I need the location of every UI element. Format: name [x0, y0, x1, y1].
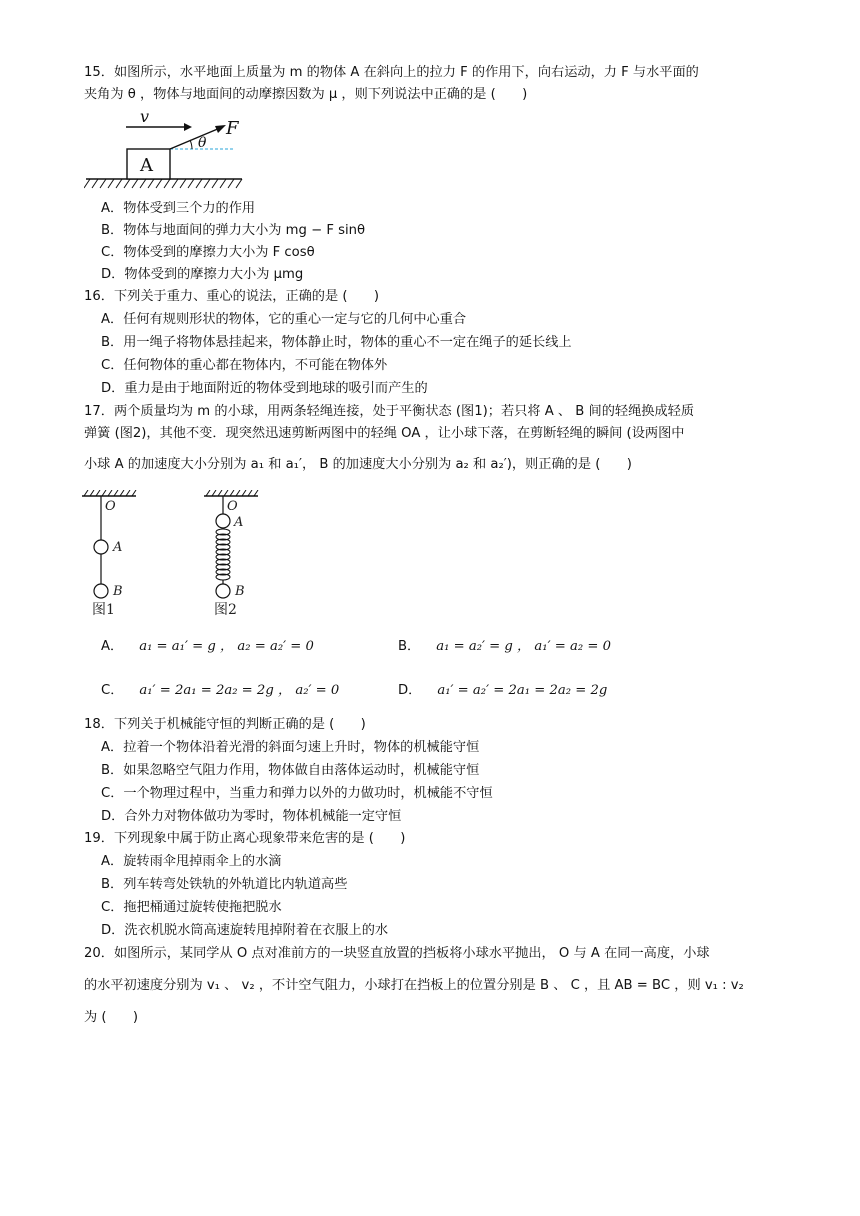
option-label: D． — [398, 683, 422, 698]
option-expr: a₁′ = a₂′ = 2a₁ = 2a₂ = 2g — [437, 683, 608, 698]
q16-option-b: B．用一绳子将物体悬挂起来，物体静止时，物体的重心不一定在绳子的延长线上 — [101, 335, 572, 350]
q18-stem: 18．下列关于机械能守恒的判断正确的是 ( ) — [84, 717, 366, 732]
ground-hatch — [84, 179, 242, 188]
ball-b — [216, 584, 230, 598]
ball-b — [94, 584, 108, 598]
ball-a — [94, 540, 108, 554]
q19-option-b: B．列车转弯处铁轨的外轨道比内轨道高些 — [101, 877, 348, 892]
q15-figure — [84, 112, 246, 192]
q15-stem-line1: 15．如图所示，水平地面上质量为 m 的物体 A 在斜向上的拉力 F 的作用下，向右运动，力 F 与水平面的 — [84, 65, 699, 80]
point-o-label: O — [227, 499, 238, 514]
q17-figure-1 — [80, 490, 140, 625]
q15-option-a: A．物体受到三个力的作用 — [101, 201, 256, 216]
q17-stem-line2: 弹簧 (图2)，其他不变．现突然迅速剪断两图中的轻绳 OA ，让小球下落，在剪断轻绳的瞬间 (设两图中 — [84, 426, 685, 441]
q15-option-d: D．物体受到的摩擦力大小为 μmg — [101, 267, 304, 282]
q18-option-d: D．合外力对物体做功为零时，物体机械能一定守恒 — [101, 809, 402, 824]
ball-b-label: B — [235, 584, 245, 599]
ball-a — [216, 514, 230, 528]
force-arrowhead — [215, 125, 226, 133]
q19-option-d: D．洗衣机脱水筒高速旋转甩掉附着在衣服上的水 — [101, 923, 389, 938]
q18-option-c: C．一个物理过程中，当重力和弹力以外的力做功时，机械能不守恒 — [101, 786, 493, 801]
angle-label: θ — [198, 135, 207, 151]
q17-option-d — [398, 681, 607, 701]
q19-option-c: C．拖把桶通过旋转使拖把脱水 — [101, 900, 282, 915]
q20-stem-line3: 为 ( ) — [84, 1010, 139, 1025]
q17-stem-line1: 17．两个质量均为 m 的小球，用两条轻绳连接，处于平衡状态 (图1)；若只将 A 、 B 间的轻绳换成轻质 — [84, 404, 695, 419]
point-o-label: O — [105, 499, 116, 514]
q16-stem: 16．下列关于重力、重心的说法，正确的是 ( ) — [84, 289, 380, 304]
velocity-label: v — [140, 112, 150, 126]
q17-option-b — [398, 637, 611, 657]
q17-option-c — [101, 681, 339, 701]
q16-option-d: D．重力是由于地面附近的物体受到地球的吸引而产生的 — [101, 381, 428, 396]
q19-option-a: A．旋转雨伞甩掉雨伞上的水滴 — [101, 854, 282, 869]
q15-option-b: B．物体与地面间的弹力大小为 mg − F sinθ — [101, 223, 366, 238]
ball-b-label: B — [113, 584, 123, 599]
option-label: A． — [101, 639, 124, 654]
force-arrow — [170, 128, 220, 149]
option-label: B． — [398, 639, 421, 654]
ceiling-hatch — [84, 490, 136, 496]
ball-a-label: A — [113, 540, 123, 555]
q15-option-c: C．物体受到的摩擦力大小为 F cosθ — [101, 245, 315, 260]
option-expr: a₁ = a₂′ = g ， a₁′ = a₂ = 0 — [436, 639, 611, 654]
ceiling-hatch — [206, 490, 258, 496]
q17-figure-2 — [198, 490, 268, 625]
q17-stem-line3: 小球 A 的加速度大小分别为 a₁ 和 a₁′， B 的加速度大小分别为 a₂ 和 a₂′)，则正确的是 ( ) — [84, 457, 632, 472]
q20-stem-line2: 的水平初速度分别为 v₁ 、 v₂ ，不计空气阻力，小球打在挡板上的位置分别是 B 、 C ，且 AB = BC ，则 v₁ : v₂ — [84, 978, 744, 993]
q16-option-a: A．任何有规则形状的物体，它的重心一定与它的几何中心重合 — [101, 312, 467, 327]
ball-a-label: A — [234, 515, 244, 530]
option-expr: a₁′ = 2a₁ = 2a₂ = 2g ， a₂′ = 0 — [139, 683, 340, 698]
q18-option-a: A．拉着一个物体沿着光滑的斜面匀速上升时，物体的机械能守恒 — [101, 740, 480, 755]
option-expr: a₁ = a₁′ = g ， a₂ = a₂′ = 0 — [139, 639, 314, 654]
velocity-arrowhead — [184, 123, 192, 131]
option-label: C． — [101, 683, 124, 698]
angle-arc — [190, 140, 192, 149]
q18-option-b: B．如果忽略空气阻力作用，物体做自由落体运动时，机械能守恒 — [101, 763, 480, 778]
spring — [216, 529, 230, 580]
figure-1-caption: 图1 — [92, 602, 115, 618]
q20-stem-line1: 20．如图所示，某同学从 O 点对准前方的一块竖直放置的挡板将小球水平抛出， O 与 A 在同一高度，小球 — [84, 946, 710, 961]
q16-option-c: C．任何物体的重心都在物体内，不可能在物体外 — [101, 358, 388, 373]
q17-option-a — [101, 637, 314, 657]
block-label: A — [140, 155, 153, 176]
figure-2-caption: 图2 — [214, 602, 237, 618]
force-label: F — [226, 118, 239, 139]
q15-stem-line2: 夹角为 θ ，物体与地面间的动摩擦因数为 μ ，则下列说法中正确的是 ( ) — [84, 87, 528, 102]
q19-stem: 19．下列现象中属于防止离心现象带来危害的是 ( ) — [84, 831, 406, 846]
